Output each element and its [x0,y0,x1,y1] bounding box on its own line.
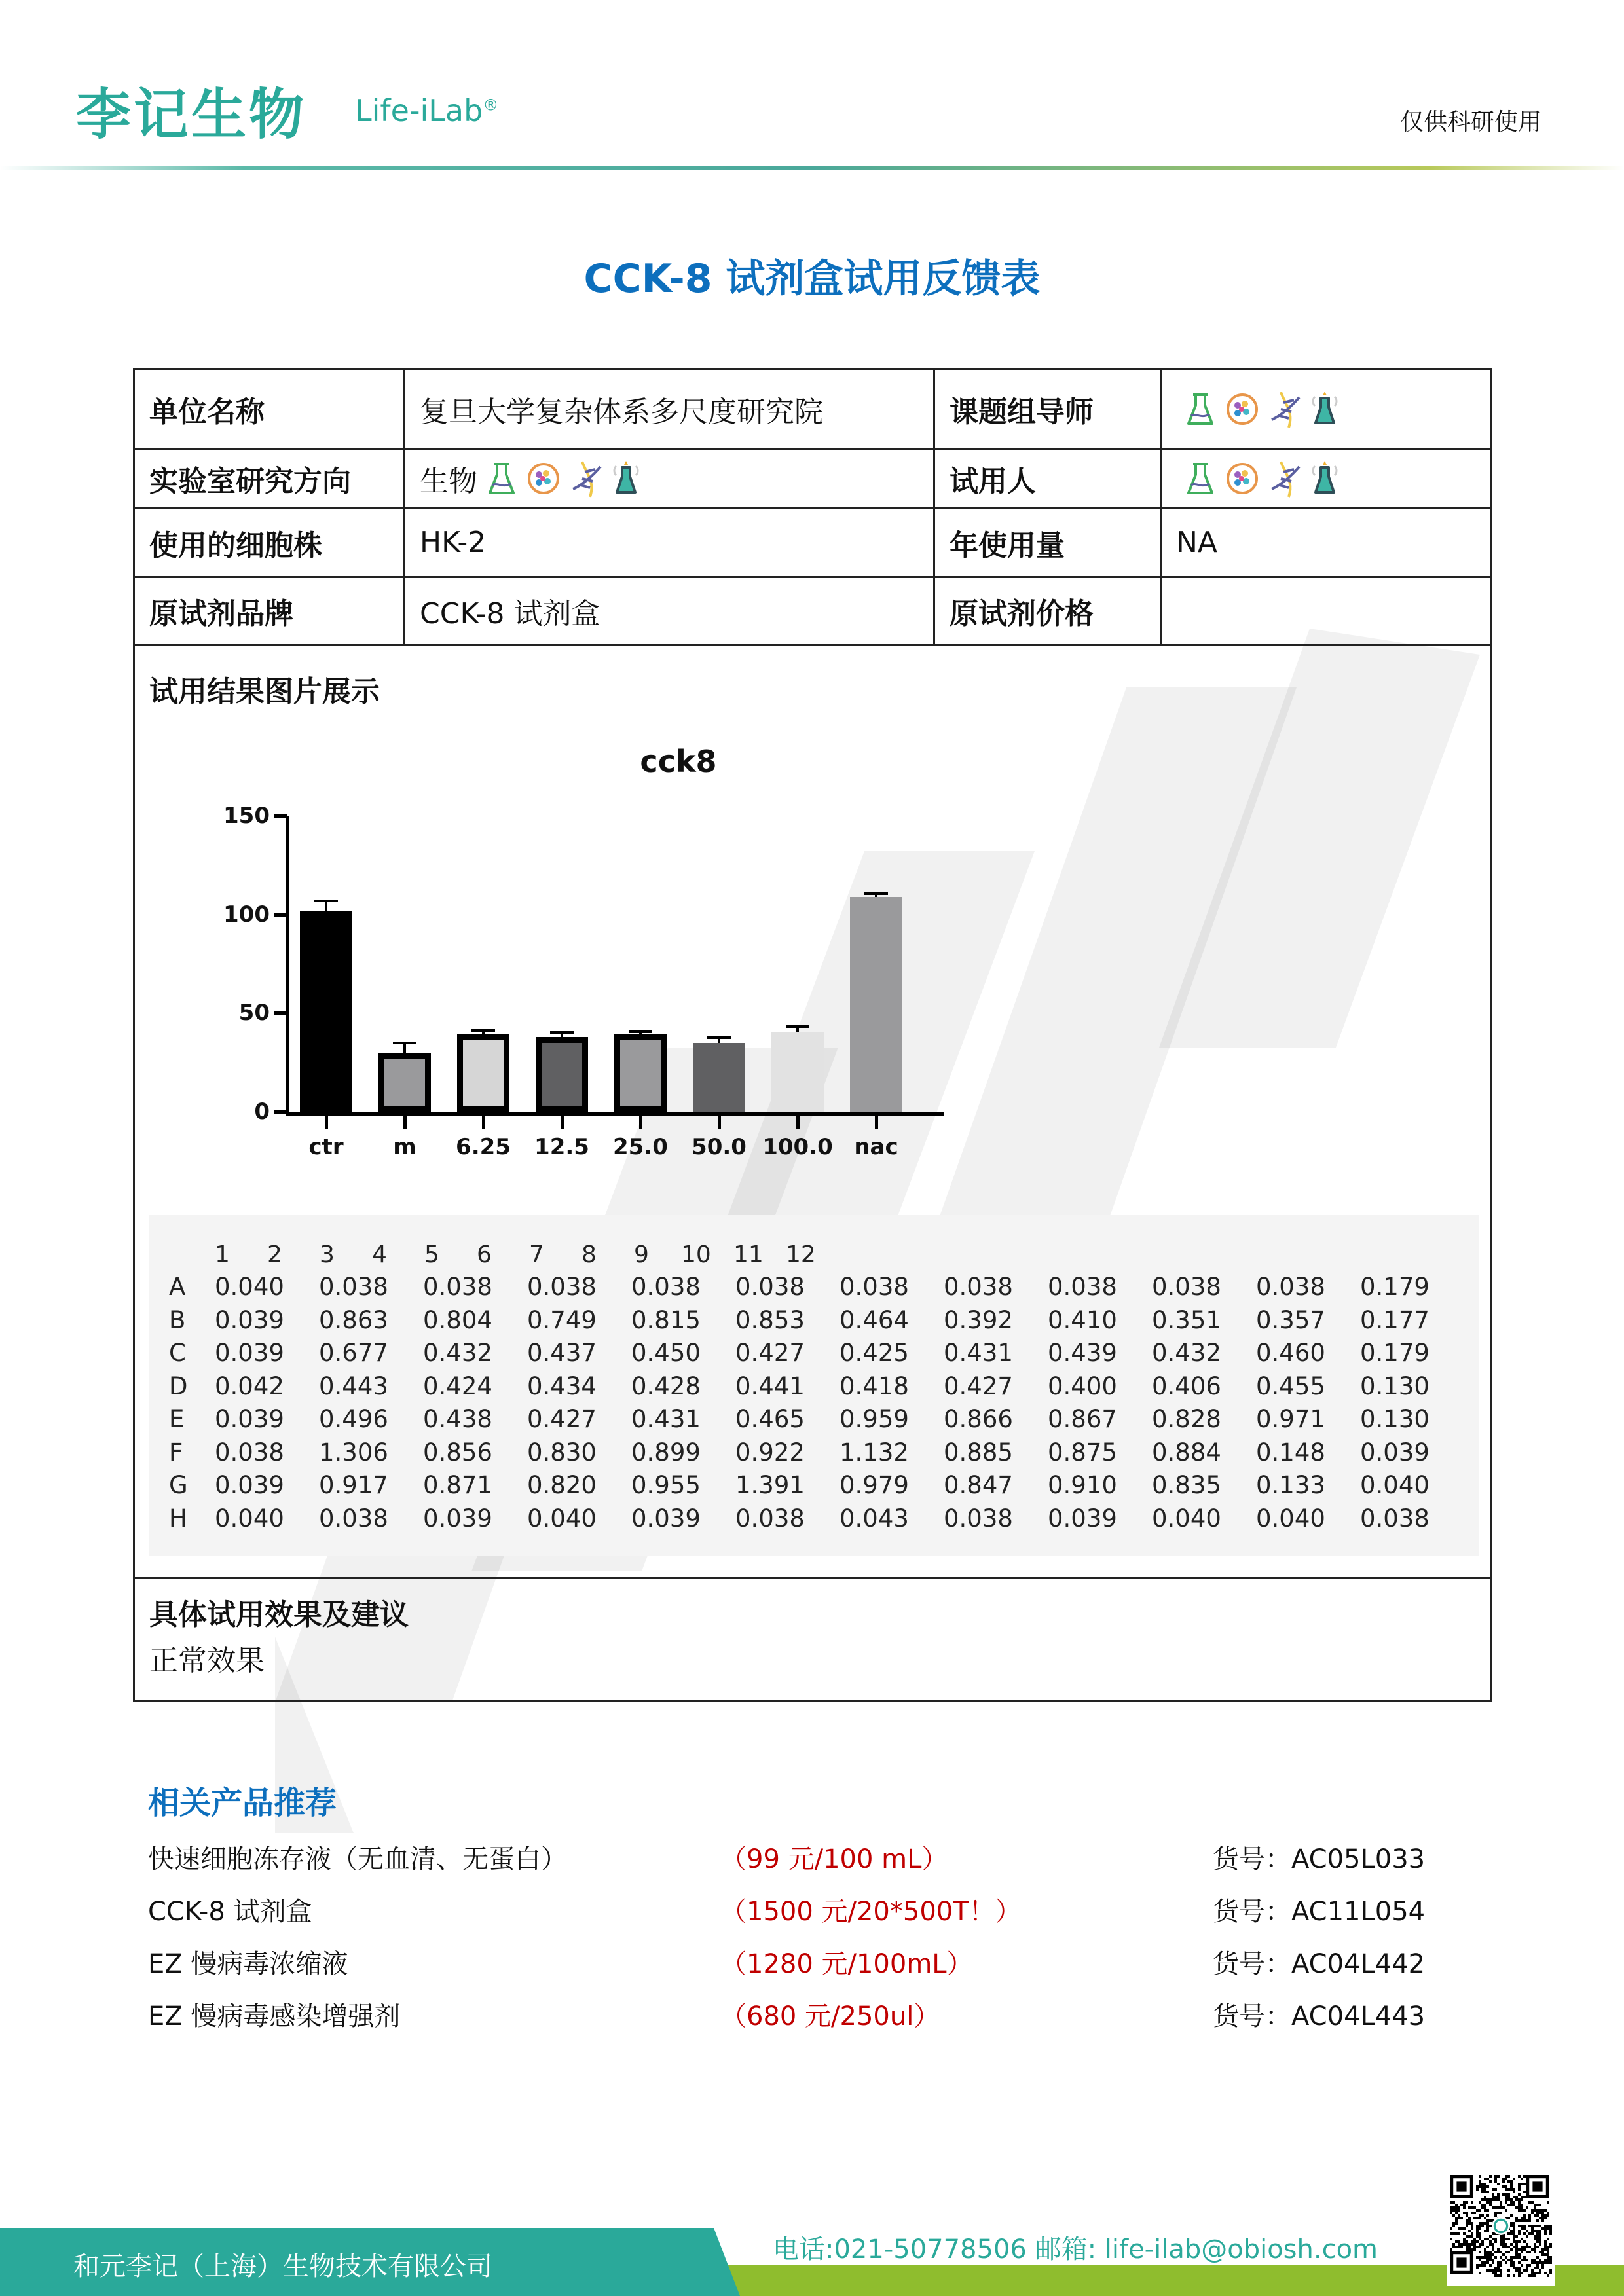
recommendations-title: 相关产品推荐 [148,1785,337,1821]
y-tick-label: 50 [238,1000,270,1027]
value-supervisor [1162,370,1489,448]
feedback-form [133,368,1492,1702]
plate-cell: 0.040 [1256,1504,1325,1533]
plate-column-header: 7 [529,1241,544,1268]
plate-cell: 0.875 [1048,1438,1117,1467]
brand-logo-en [355,93,498,128]
plate-cell: 0.038 [631,1273,701,1301]
product-name: EZ 慢病毒浓缩液 [148,1949,348,1979]
x-tick [482,1114,485,1129]
label-institution: 单位名称 [149,395,265,429]
plate-cell: 0.392 [944,1305,1013,1334]
research-direction-text: 生物 [420,465,477,498]
x-tick [403,1114,407,1129]
y-tick [274,913,287,917]
plate-cell: 0.427 [944,1372,1013,1400]
x-tick-label: 12.5 [534,1134,589,1160]
cell-culture-icon [1225,461,1260,496]
plate-cell: 0.148 [1256,1438,1325,1467]
plate-cell: 0.038 [1048,1273,1117,1301]
cck8-bar-chart [174,744,1104,1195]
x-tick [639,1114,642,1129]
plate-cell: 0.899 [631,1438,701,1467]
plate-cell: 0.853 [735,1305,805,1334]
label-trial-user: 试用人 [950,465,1036,498]
bar-12.5 [536,1037,588,1112]
plate-cell: 0.434 [527,1372,597,1400]
product-catalog-number: 货号：AC04L443 [1213,2001,1426,2032]
form-row-institution [135,370,1490,450]
cell-culture-icon [526,461,561,496]
product-item [148,1891,1471,1930]
plate-row-label: B [169,1305,186,1334]
value-original-brand: CCK-8 试剂盒 [420,597,600,630]
bar-m [378,1053,431,1112]
plate-cell: 0.863 [319,1305,388,1334]
x-tick-label: 6.25 [456,1134,511,1160]
plate-cell: 0.910 [1048,1471,1117,1499]
product-catalog-number: 货号：AC05L033 [1213,1844,1426,1874]
feedback-section [135,1579,1490,1700]
plate-cell: 0.804 [423,1305,492,1334]
x-tick-label: m [393,1134,416,1160]
plate-cell: 0.043 [840,1504,909,1533]
plate-cell: 0.040 [527,1504,597,1533]
header-divider [0,166,1624,170]
plate-cell: 0.038 [319,1273,388,1301]
plate-cell: 0.039 [1360,1438,1430,1467]
plate-cell: 0.432 [1152,1339,1221,1367]
plate-cell: 0.039 [215,1405,284,1433]
page-title: CCK-8 试剂盒试用反馈表 [583,256,1041,302]
error-cap [471,1029,495,1032]
x-tick-label: ctr [308,1134,344,1160]
plate-cell: 0.039 [215,1471,284,1499]
form-row-cell-line [135,509,1490,578]
plate-cell: 0.431 [631,1405,701,1433]
plate-cell: 0.039 [215,1305,284,1334]
brand-name-en: Life-iLab [355,93,483,128]
product-price: （680 元/250ul） [720,2001,940,2032]
plate-cell: 0.038 [215,1438,284,1467]
plate-cell: 0.847 [944,1471,1013,1499]
plate-cell: 0.922 [735,1438,805,1467]
bar-ctr [300,911,352,1112]
label-annual-usage: 年使用量 [950,528,1065,562]
plate-cell: 0.955 [631,1471,701,1499]
plate-cell: 0.460 [1256,1339,1325,1367]
plate-row-label: E [169,1405,185,1433]
y-tick [274,814,287,818]
plate-column-header: 10 [681,1241,711,1268]
plate-cell: 0.418 [840,1372,909,1400]
plate-cell: 0.431 [944,1339,1013,1367]
plate-column-header: 4 [372,1241,387,1268]
product-price: （99 元/100 mL） [720,1844,948,1874]
error-bar [403,1043,406,1053]
error-cap [550,1031,574,1034]
plate-cell: 0.038 [1360,1504,1430,1533]
x-tick [561,1114,564,1129]
results-label: 试用结果图片展示 [149,675,380,708]
plate-cell: 0.038 [319,1504,388,1533]
bar-6.25 [457,1034,509,1112]
dna-icon [1269,459,1302,498]
bar-50.0 [693,1043,745,1112]
plate-cell: 0.917 [319,1471,388,1499]
plate-cell: 0.038 [527,1273,597,1301]
plate-cell: 0.179 [1360,1339,1430,1367]
x-tick [875,1114,878,1129]
plate-cell: 0.971 [1256,1405,1325,1433]
plate-cell: 0.130 [1360,1372,1430,1400]
plate-row-label: A [169,1273,186,1301]
value-institution: 复旦大学复杂体系多尺度研究院 [420,395,823,429]
results-section [135,646,1490,1579]
plate-cell: 0.357 [1256,1305,1325,1334]
chart-plot-area [223,803,944,1160]
product-item [148,1943,1471,1982]
plate-cell: 0.866 [944,1405,1013,1433]
plate-cell: 0.425 [840,1339,909,1367]
plate-cell: 0.432 [423,1339,492,1367]
x-tick-label: 25.0 [613,1134,668,1160]
icon-group [1185,390,1338,429]
plate-cell: 0.871 [423,1471,492,1499]
footer-contact: 电话:021-50778506 邮箱: life-ilab@obiosh.com [773,2234,1378,2265]
plate-cell: 0.835 [1152,1471,1221,1499]
product-price: （1280 元/100mL） [720,1949,973,1979]
value-trial-user [1162,450,1489,507]
label-research-direction: 实验室研究方向 [149,465,351,498]
plate-cell: 1.306 [319,1438,388,1467]
plate-cell: 0.830 [527,1438,597,1467]
plate-cell: 0.441 [735,1372,805,1400]
flask-icon [1185,391,1215,428]
plate-cell: 0.038 [1256,1273,1325,1301]
value-original-price [1162,578,1489,644]
error-bar [325,901,327,911]
plate-cell: 0.885 [944,1438,1013,1467]
plate-cell: 0.464 [840,1305,909,1334]
product-item [148,1995,1471,2035]
plate-row-label: H [169,1504,187,1533]
plate-row-label: F [169,1438,183,1467]
plate-column-header: 1 [215,1241,230,1268]
plate-cell: 0.179 [1360,1273,1430,1301]
plate-cell: 0.455 [1256,1372,1325,1400]
plate-cell: 1.132 [840,1438,909,1467]
plate-column-header: 11 [733,1241,764,1268]
plate-cell: 0.437 [527,1339,597,1367]
error-cap [629,1030,652,1033]
plate-cell: 0.040 [1360,1471,1430,1499]
error-cap [314,900,338,902]
plate-cell: 0.749 [527,1305,597,1334]
plate-cell: 0.039 [631,1504,701,1533]
plate-reader-table [149,1215,1479,1556]
x-tick-label: 50.0 [692,1134,747,1160]
value-annual-usage: NA [1176,526,1218,559]
icon-group [1185,459,1338,498]
chart-title: cck8 [640,744,717,779]
y-tick-label: 0 [254,1099,270,1125]
plate-cell: 1.391 [735,1471,805,1499]
x-tick-label: 100.0 [762,1134,833,1160]
plate-cell: 0.130 [1360,1405,1430,1433]
product-item [148,1838,1471,1878]
plate-cell: 0.400 [1048,1372,1117,1400]
error-cap [393,1042,416,1044]
plate-cell: 0.427 [527,1405,597,1433]
x-tick-label: nac [854,1134,898,1160]
bubbling-flask-icon [1311,460,1338,498]
plate-column-header: 12 [786,1241,816,1268]
product-name: EZ 慢病毒感染增强剂 [148,2001,401,2032]
label-original-brand: 原试剂品牌 [149,597,293,630]
flask-icon [1185,460,1215,497]
y-tick [274,1011,287,1015]
brand-logo-cn: 李记生物 [76,82,307,147]
y-tick-label: 150 [223,803,270,829]
plate-cell: 0.438 [423,1405,492,1433]
plate-cell: 0.038 [735,1273,805,1301]
value-cell-line: HK-2 [420,526,487,559]
plate-cell: 0.133 [1256,1471,1325,1499]
plate-cell: 0.884 [1152,1438,1221,1467]
bubbling-flask-icon [1311,390,1338,428]
plate-cell: 0.038 [735,1504,805,1533]
x-tick [796,1114,800,1129]
form-row-research-direction [135,450,1490,509]
y-tick [274,1110,287,1114]
plate-cell: 0.351 [1152,1305,1221,1334]
dna-icon [1269,390,1302,429]
registered-mark: ® [483,96,499,115]
flask-icon [487,460,517,497]
cell-culture-icon [1225,392,1260,427]
plate-cell: 0.428 [631,1372,701,1400]
plate-cell: 0.450 [631,1339,701,1367]
product-name: 快速细胞冻存液（无血清、无蛋白） [148,1844,567,1874]
feedback-label: 具体试用效果及建议 [149,1598,409,1631]
plate-cell: 0.828 [1152,1405,1221,1433]
plate-cell: 0.038 [1152,1273,1221,1301]
plate-column-header: 6 [477,1241,492,1268]
plate-cell: 0.496 [319,1405,388,1433]
plate-cell: 0.039 [215,1339,284,1367]
plate-cell: 0.038 [840,1273,909,1301]
plate-cell: 0.820 [527,1471,597,1499]
plate-cell: 0.040 [215,1504,284,1533]
error-cap [707,1036,731,1039]
plate-cell: 0.427 [735,1339,805,1367]
plate-cell: 0.040 [215,1273,284,1301]
plate-cell: 0.039 [1048,1504,1117,1533]
research-use-notice: 仅供科研使用 [1399,109,1541,136]
error-cap [786,1025,809,1028]
plate-cell: 0.867 [1048,1405,1117,1433]
plate-cell: 0.815 [631,1305,701,1334]
plate-cell: 0.042 [215,1372,284,1400]
plate-column-header: 9 [634,1241,649,1268]
product-catalog-number: 货号：AC04L442 [1213,1949,1426,1979]
x-tick [718,1114,721,1129]
y-tick-label: 100 [223,901,270,928]
plate-column-header: 5 [424,1241,439,1268]
bubbling-flask-icon [612,460,640,498]
plate-row-label: D [169,1372,188,1400]
plate-cell: 0.424 [423,1372,492,1400]
plate-cell: 0.040 [1152,1504,1221,1533]
qr-code[interactable] [1447,2166,1555,2286]
plate-cell: 0.038 [944,1504,1013,1533]
label-supervisor: 课题组导师 [950,395,1094,429]
plate-cell: 0.465 [735,1405,805,1433]
plate-column-header: 8 [581,1241,597,1268]
plate-row-label: G [169,1471,188,1499]
plate-column-header: 3 [320,1241,335,1268]
plate-cell: 0.410 [1048,1305,1117,1334]
plate-cell: 0.038 [423,1273,492,1301]
plate-cell: 0.406 [1152,1372,1221,1400]
bar-nac [850,897,902,1112]
plate-cell: 0.039 [423,1504,492,1533]
value-research-direction [405,450,933,507]
plate-cell: 0.038 [944,1273,1013,1301]
label-original-price: 原试剂价格 [950,597,1094,630]
plate-cell: 0.439 [1048,1339,1117,1367]
dna-icon [570,459,603,498]
product-price: （1500 元/20*500T！） [720,1897,1022,1927]
footer-company: 和元李记（上海）生物技术有限公司 [73,2251,492,2282]
feedback-text: 正常效果 [149,1644,265,1677]
x-tick [325,1114,328,1129]
label-cell-line: 使用的细胞株 [149,528,322,562]
plate-row-label: C [169,1339,186,1367]
bar-100.0 [771,1032,824,1112]
error-cap [864,892,888,895]
plate-cell: 0.959 [840,1405,909,1433]
plate-cell: 0.677 [319,1339,388,1367]
plate-cell: 0.443 [319,1372,388,1400]
bar-25.0 [614,1034,667,1112]
product-name: CCK-8 试剂盒 [148,1897,312,1927]
plate-column-header: 2 [267,1241,282,1268]
plate-cell: 0.177 [1360,1305,1430,1334]
plate-cell: 0.979 [840,1471,909,1499]
icon-group [487,459,640,498]
form-row-original-brand [135,578,1490,646]
plate-cell: 0.856 [423,1438,492,1467]
product-catalog-number: 货号：AC11L054 [1213,1897,1426,1927]
